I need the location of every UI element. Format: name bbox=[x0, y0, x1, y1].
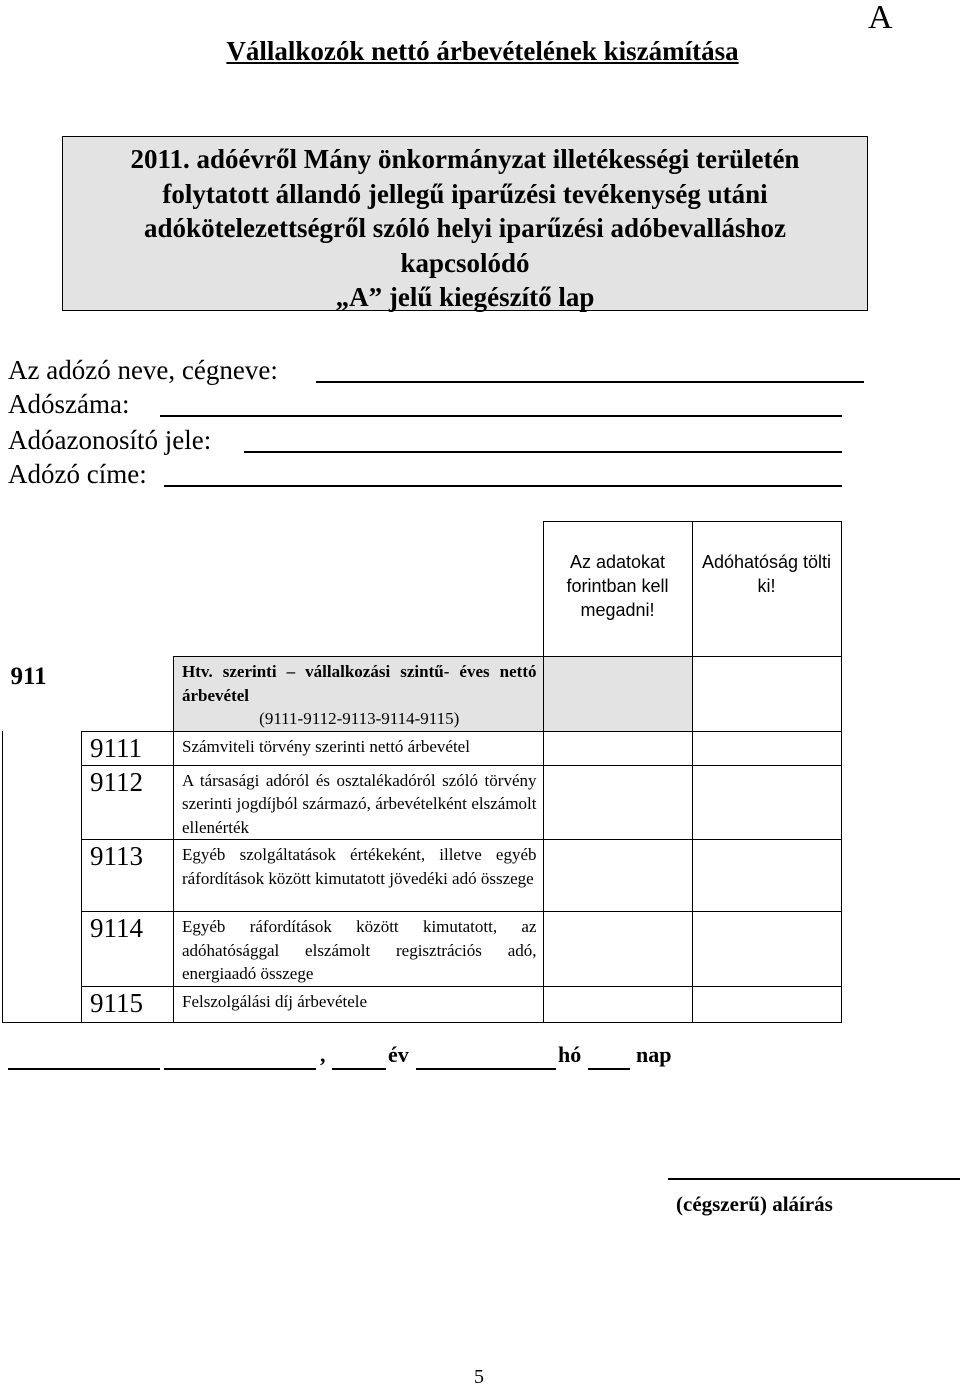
tax-number-label: Adószáma: bbox=[8, 389, 130, 419]
header-box bbox=[62, 136, 868, 311]
date-comma: , bbox=[320, 1042, 326, 1067]
row-code: 9114 bbox=[82, 912, 174, 987]
taxpayer-name-field[interactable] bbox=[316, 381, 864, 383]
header-line: 2011. adóévről Mány önkormányzat illetékességi területén bbox=[130, 144, 800, 174]
document-title: Vállalkozók nettó árbevételének kiszámítása bbox=[226, 36, 739, 66]
signature-field[interactable] bbox=[668, 1178, 960, 1180]
amount-cell[interactable] bbox=[543, 840, 692, 912]
header-line: „A” jelű kiegészítő lap bbox=[335, 282, 595, 312]
tax-id-label: Adóazonosító jele: bbox=[8, 425, 212, 455]
amount-cell[interactable] bbox=[543, 731, 692, 765]
table-row bbox=[3, 912, 842, 987]
place-field-extension[interactable] bbox=[164, 1068, 316, 1070]
authority-column-header: Adóhatóság tölti ki! bbox=[692, 522, 841, 657]
year-field[interactable] bbox=[332, 1068, 386, 1070]
header-line: adókötelezettségről szóló helyi iparűzési adóbevalláshoz bbox=[144, 213, 786, 243]
table-row bbox=[3, 840, 842, 912]
taxpayer-name-label: Az adózó neve, cégneve: bbox=[8, 355, 278, 385]
authority-cell bbox=[692, 912, 841, 987]
place-field[interactable] bbox=[8, 1068, 160, 1070]
amount-cell-911[interactable] bbox=[543, 657, 692, 732]
authority-cell bbox=[692, 840, 841, 912]
authority-cell-911 bbox=[692, 657, 841, 732]
year-label: év bbox=[388, 1042, 409, 1067]
table-row bbox=[3, 731, 842, 765]
row-code: 9113 bbox=[82, 840, 174, 912]
header-line: kapcsolódó bbox=[400, 247, 530, 278]
row-desc: Egyéb ráfordítások között kimutatott, az adóhatósággal elszámolt regisztrációs adó, energiaadó összege bbox=[174, 912, 544, 987]
row-desc: Számviteli törvény szerinti nettó árbevétel bbox=[174, 731, 544, 765]
main-formula: (9111-9112-9113-9114-9115) bbox=[259, 709, 460, 728]
row-code-911: 911 bbox=[3, 657, 174, 732]
authority-cell bbox=[692, 986, 841, 1022]
row-code: 9115 bbox=[82, 986, 174, 1022]
amount-cell[interactable] bbox=[543, 912, 692, 987]
amount-column-header: Az adatokat forintban kell megadni! bbox=[543, 522, 692, 657]
table-row bbox=[3, 986, 842, 1022]
authority-cell bbox=[692, 765, 841, 840]
authority-cell bbox=[692, 731, 841, 765]
row-desc: Felszolgálási díj árbevétele bbox=[174, 986, 544, 1022]
month-label: hó bbox=[558, 1042, 582, 1067]
address-field[interactable] bbox=[164, 485, 842, 487]
row-desc: Egyéb szolgáltatások értékeként, illetve egyéb ráfordítások között kimutatott jövedéki adó összege bbox=[174, 840, 544, 912]
page-number: 5 bbox=[474, 1366, 484, 1388]
header-line: folytatott állandó jellegű iparűzési tevékenység utáni bbox=[162, 178, 768, 209]
row-code: 9111 bbox=[82, 731, 174, 765]
day-label: nap bbox=[636, 1042, 672, 1067]
tax-id-field[interactable] bbox=[244, 451, 842, 453]
tax-number-field[interactable] bbox=[160, 415, 842, 417]
row-desc-911 bbox=[174, 657, 544, 732]
form-letter: A bbox=[868, 0, 893, 36]
row-code: 9112 bbox=[82, 765, 174, 840]
signature-label: (cégszerű) aláírás bbox=[676, 1192, 833, 1216]
month-field[interactable] bbox=[416, 1068, 556, 1070]
revenue-table bbox=[2, 521, 842, 1023]
row-desc: A társasági adóról és osztalékadóról szóló törvény szerinti jogdíjból származó, árbevételként elszámolt ellenérték bbox=[174, 765, 544, 840]
day-field[interactable] bbox=[588, 1068, 630, 1070]
address-label: Adózó címe: bbox=[8, 459, 147, 489]
main-desc-text: Htv. szerinti – vállalkozási szintű- éves nettó árbevétel bbox=[182, 662, 537, 705]
table-row bbox=[3, 765, 842, 840]
amount-cell[interactable] bbox=[543, 765, 692, 840]
amount-cell[interactable] bbox=[543, 986, 692, 1022]
